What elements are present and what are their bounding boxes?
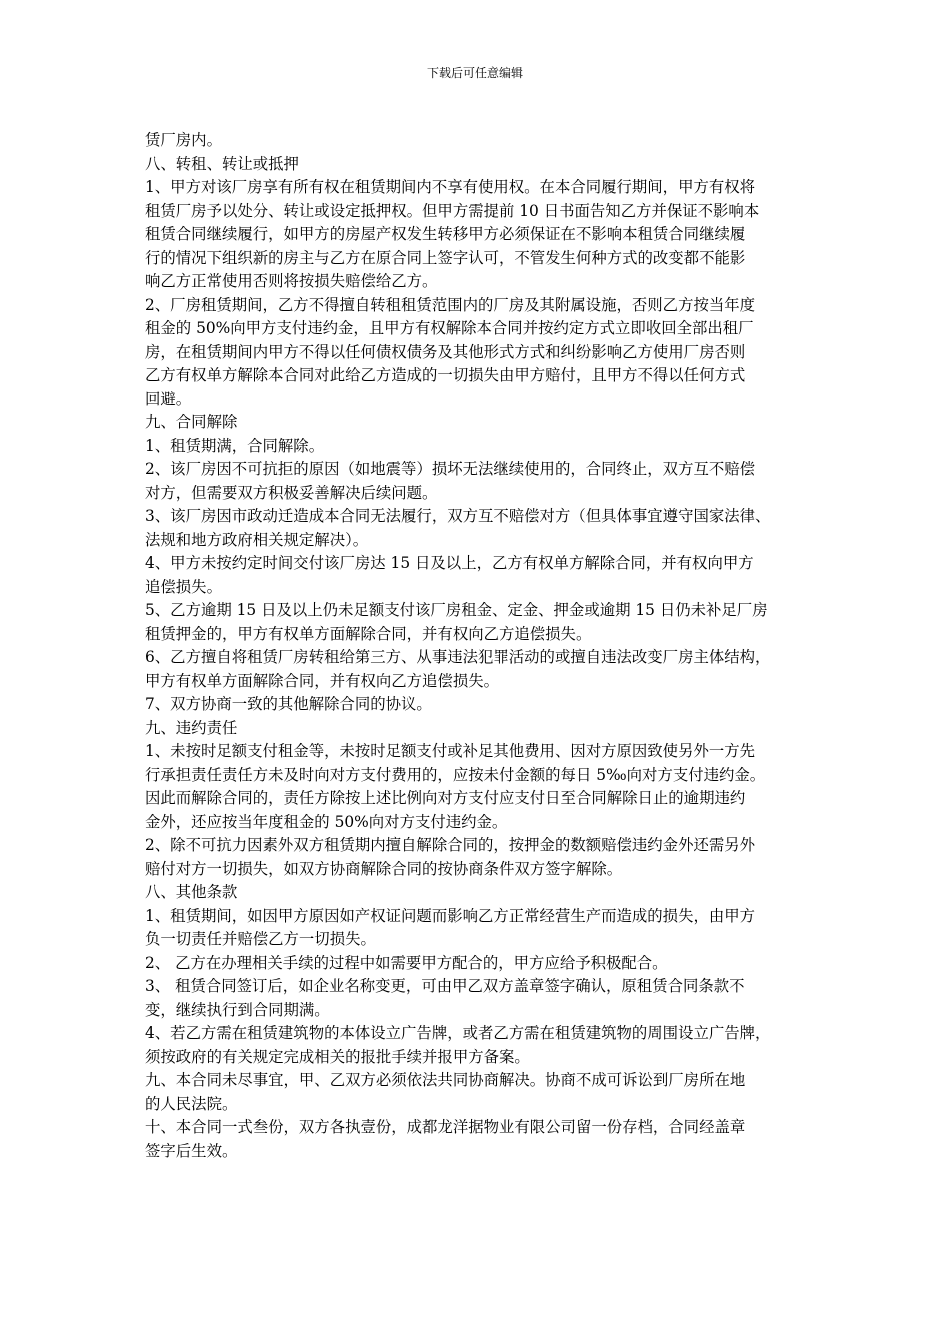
text-line: 6、乙方擅自将租赁厂房转租给第三方、从事违法犯罪活动的或擅自违法改变厂房主体结构，	[145, 648, 771, 666]
text-line: 回避。	[145, 389, 192, 408]
text-line: 法规和地方政府相关规定解决）。	[145, 530, 369, 549]
text-line: 4、甲方未按约定时间交付该厂房达 15 日及以上，乙方有权单方解除合同，并有权向甲方	[145, 554, 754, 572]
text-line: 乙方有权单方解除本合同对此给乙方造成的一切损失由甲方赔付，且甲方不得以任何方式	[145, 366, 746, 384]
text-line: 因此而解除合同的，责任方除按上述比例向对方支付应支付日至合同解除日止的逾期违约	[145, 789, 746, 807]
text-line: 1、甲方对该厂房享有所有权在租赁期间内不享有使用权。在本合同履行期间，甲方有权将	[145, 178, 756, 196]
text-line: 的人民法院。	[145, 1094, 238, 1113]
text-line: 九、违约责任	[145, 718, 238, 737]
text-line: 1、租赁期满，合同解除。	[145, 436, 325, 455]
text-line: 须按政府的有关规定完成相关的报批手续并报甲方备案。	[145, 1047, 530, 1066]
text-line: 5、乙方逾期 15 日及以上仍未足额支付该厂房租金、定金、押金或逾期 15 日仍未补足厂房	[145, 601, 768, 619]
text-line: 2、该厂房因不可抗拒的原因（如地震等）损坏无法继续使用的，合同终止，双方互不赔偿	[145, 460, 756, 478]
text-line: 1、未按时足额支付租金等，未按时足额支付或补足其他费用、因对方原因致使另外一方先	[145, 742, 756, 760]
text-line: 2、厂房租赁期间，乙方不得擅自转租租赁范围内的厂房及其附属设施，否则乙方按当年度	[145, 295, 756, 314]
text-line: 行承担责任责任方未及时向对方支付费用的，应按未付金额的每日 5‰向对方支付违约金。	[145, 765, 766, 784]
text-line: 1、租赁期间，如因甲方原因如产权证问题而影响乙方正常经营生产而造成的损失，由甲方	[145, 906, 756, 925]
page-header: 下载后可任意编辑	[426, 66, 523, 80]
text-line: 甲方有权单方面解除合同，并有权向乙方追偿损失。	[145, 671, 499, 690]
text-line: 行的情况下组织新的房主与乙方在原合同上签字认可，不管发生何种方式的改变都不能影	[145, 248, 746, 267]
text-line: 负一切责任并赔偿乙方一切损失。	[145, 930, 376, 948]
text-line: 3、该厂房因市政动迁造成本合同无法履行，双方互不赔偿对方（但具体事宜遵守国家法律、	[145, 507, 771, 525]
text-line: 变，继续执行到合同期满。	[145, 1000, 330, 1019]
text-line: 租赁合同继续履行，如甲方的房屋产权发生转移甲方必须保证在不影响本租赁合同继续履	[145, 225, 746, 243]
text-line: 赁厂房内。	[145, 131, 222, 149]
text-line: 追偿损失。	[145, 577, 222, 596]
text-line: 九、合同解除	[145, 413, 238, 431]
text-line: 2、除不可抗力因素外双方租赁期内擅自解除合同的，按押金的数额赔偿违约金外还需另外	[145, 836, 756, 854]
text-line: 金外，还应按当年度租金的 50%向对方支付违约金。	[145, 812, 508, 831]
text-line: 八、转租、转让或抵押	[145, 154, 299, 173]
text-line: 赔付对方一切损失，如双方协商解除合同的按协商条件双方签字解除。	[145, 859, 623, 878]
text-line: 2、 乙方在办理相关手续的过程中如需要甲方配合的，甲方应给予积极配合。	[145, 953, 668, 972]
text-line: 八、其他条款	[145, 883, 238, 901]
text-line: 4、若乙方需在租赁建筑物的本体设立广告牌，或者乙方需在租赁建筑物的周围设立广告牌，	[145, 1024, 771, 1042]
text-line: 十、本合同一式叁份，双方各执壹份，成都龙洋据物业有限公司留一份存档，合同经盖章	[145, 1118, 746, 1136]
text-line: 响乙方正常使用否则将按损失赔偿给乙方。	[145, 272, 438, 290]
text-line: 对方，但需要双方积极妥善解决后续问题。	[145, 483, 438, 502]
text-line: 租赁厂房予以处分、转让或设定抵押权。但甲方需提前 10 日书面告知乙方并保证不影响本	[145, 201, 760, 220]
text-line: 3、 租赁合同签订后，如企业名称变更，可由甲乙双方盖章签字确认，原租赁合同条款不	[145, 977, 745, 995]
text-line: 7、双方协商一致的其他解除合同的协议。	[145, 695, 432, 713]
text-line: 租赁押金的，甲方有权单方面解除合同，并有权向乙方追偿损失。	[145, 624, 592, 643]
document-body	[145, 129, 810, 1163]
text-line: 房，在租赁期间内甲方不得以任何债权债务及其他形式方式和纠纷影响乙方使用厂房否则	[145, 342, 746, 361]
text-line: 九、本合同未尽事宜，甲、乙双方必须依法共同协商解决。协商不成可诉讼到厂房所在地	[145, 1071, 746, 1089]
text-line: 签字后生效。	[145, 1141, 238, 1160]
text-line: 租金的 50%向甲方支付违约金，且甲方有权解除本合同并按约定方式立即收回全部出租厂	[145, 319, 754, 337]
